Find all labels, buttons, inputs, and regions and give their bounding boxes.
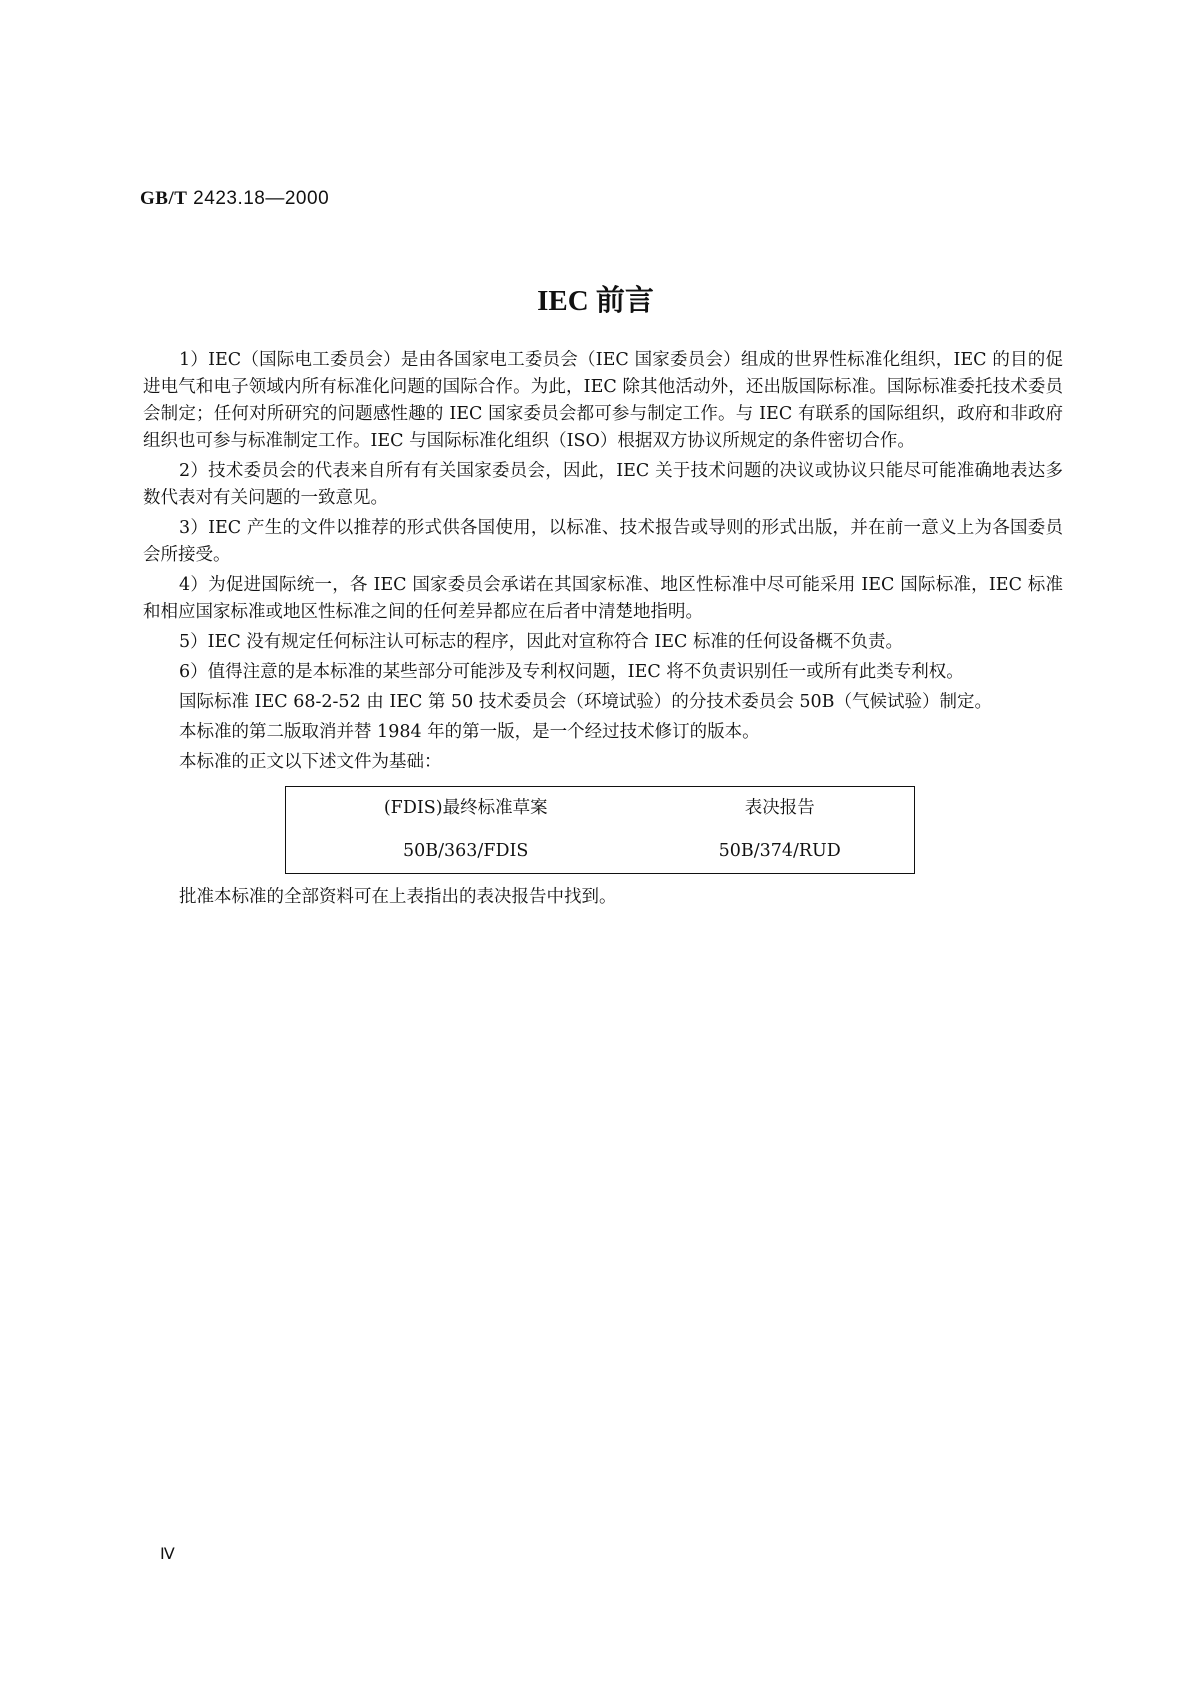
- document-code: [140, 188, 329, 210]
- paragraph-2: 2）技术委员会的代表来自所有有关国家委员会，因此，IEC 关于技术问题的决议或协议只能尽可能准确地表达多数代表对有关问题的一致意见。: [143, 461, 1063, 508]
- table-header-row: [286, 787, 915, 831]
- paragraph-4: 4）为促进国际统一，各 IEC 国家委员会承诺在其国家标准、地区性标准中尽可能采用 IEC 国际标准，IEC 标准和相应国家标准或地区性标准之间的任何差异都应在后者中清楚地指明。: [143, 575, 1063, 622]
- paragraph-9: 本标准的正文以下述文件为基础：: [179, 752, 442, 772]
- paragraph-5: 5）IEC 没有规定任何标注认可标志的程序，因此对宣称符合 IEC 标准的任何设备概不负责。: [179, 632, 903, 652]
- table-row: [286, 830, 915, 874]
- paragraph-7: 国际标准 IEC 68-2-52 由 IEC 第 50 技术委员会（环境试验）的分技术委员会 50B（气候试验）制定。: [179, 692, 993, 712]
- page-title: IEC 前言: [537, 285, 654, 317]
- document-code-prefix: GB/T: [140, 188, 188, 209]
- paragraph-1: 1）IEC（国际电工委员会）是由各国家电工委员会（IEC 国家委员会）组成的世界性标准化组织，IEC 的目的促进电气和电子领域内所有标准化问题的国际合作。为此，IEC 除其他活动外，还出版国际标准。国际标准委托技术委员会制定；任何对所研究的问题感性趣的 IEC 国家委员会都可参与制定工作。与 IEC 有联系的国际组织，政府和非政府组织也可参与标准制定工作。IEC 与国际标准化组织（ISO）根据双方协议所规定的条件密切合作。: [143, 350, 1063, 451]
- body-content: [143, 347, 1063, 914]
- table-header-fdis: (FDIS)最终标准草案: [383, 798, 548, 818]
- paragraph-8: 本标准的第二版取消并替 1984 年的第一版，是一个经过技术修订的版本。: [179, 722, 760, 742]
- table-cell-fdis: 50B/363/FDIS: [403, 841, 529, 861]
- paragraph-3: 3）IEC 产生的文件以推荐的形式供各国使用，以标准、技术报告或导则的形式出版，并在前一意义上为各国委员会所接受。: [143, 518, 1063, 565]
- page-number: Ⅳ: [160, 1546, 175, 1563]
- table-cell-vote-report: 50B/374/RUD: [718, 841, 841, 861]
- closing-paragraph: 批准本标准的全部资料可在上表指出的表决报告中找到。: [179, 887, 617, 907]
- table-header-vote-report: 表决报告: [744, 798, 815, 818]
- paragraph-6: 6）值得注意的是本标准的某些部分可能涉及专利权问题，IEC 将不负责识别任一或所有此类专利权。: [179, 662, 964, 682]
- document-code-number: 2423.18—2000: [187, 188, 330, 209]
- basis-documents-table: [285, 786, 915, 874]
